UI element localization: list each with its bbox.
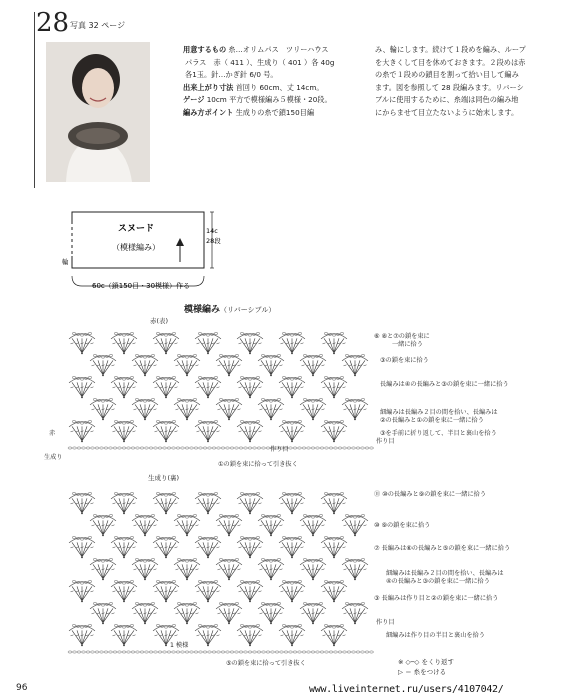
- chart-note: ③ 長編みは作り目と②の鎖を束に一緒に拾う: [374, 595, 499, 602]
- materials-line: にからませて目立たないように始末します。: [375, 107, 519, 117]
- chart-note: ③の鎖を束に拾う: [380, 357, 429, 364]
- chart-bottom-note: ⑤の鎖を束に拾って引き抜く: [226, 660, 306, 667]
- schema-height-label: 14c: [206, 227, 218, 235]
- chart-note: ⑦ 長編みは⑥の長編みと⑤の鎖を束に一緒に拾う: [374, 545, 511, 552]
- schema-bottom-label: 60c（鎖150目・30模様）作る: [92, 282, 191, 290]
- materials-left-column: [183, 44, 373, 120]
- chart-note: 細編みは長編み２目の間を拾い、長編みは: [380, 409, 498, 416]
- schema-left-tick: 輪: [62, 258, 69, 266]
- chart-note: 一緒に拾う: [392, 341, 423, 348]
- materials-line: ブルに使用するために、糸端は同色の編み地: [375, 95, 519, 105]
- side-label-red: 赤: [49, 430, 56, 437]
- materials-line: ます。図を参照して 28 段編みます。リバーシ: [375, 82, 524, 92]
- chart-note: 細編みは長編み２目の間を拾い、長編みは: [386, 570, 504, 577]
- chart-note: 細編みは作り目の半目と裏山を拾う: [386, 632, 485, 639]
- chart-note: ⑥ ⑧と⑦の鎖を束に: [374, 333, 430, 340]
- chart-note: 作り目: [376, 619, 395, 626]
- chart-note: ②の長編みと①の鎖を束に一緒に拾う: [380, 417, 484, 424]
- legend-line: ※ ◇─◇ をくり返す: [398, 658, 454, 666]
- stitch-grid: [68, 332, 374, 449]
- chart-note: ④の長編みと③の鎖を束に一緒に拾う: [386, 578, 490, 585]
- chart-note: 長編みは④の長編みと③の鎖を束に一緒に拾う: [380, 381, 509, 388]
- stitch-grid: [68, 492, 374, 653]
- materials-line: パラス 赤（ 411 ）、生成り（ 401 ）各 40g: [185, 57, 335, 67]
- pattern-number: 28: [36, 8, 70, 38]
- label-red-side: 赤(表): [150, 317, 169, 325]
- crochet-chart-natural: [48, 478, 378, 668]
- schema-subtitle: （模様編み）: [112, 243, 160, 252]
- chart-bottom-start: 作り目: [270, 446, 289, 453]
- chart-legend: [398, 657, 454, 677]
- website-watermark: www.liveinternet.ru/users/4107042/: [309, 684, 504, 695]
- materials-line: 各1玉。針…かぎ針 6/0 号。: [185, 70, 278, 80]
- chart-title: 模様編み（リバーシブル）: [184, 305, 276, 315]
- chart-bottom-note: ①の鎖を束に拾って引き抜く: [218, 461, 298, 468]
- materials-line: ゲージ 10cm 平方で模様編み５模様・20段。: [183, 95, 332, 105]
- materials-line: の糸で１段めの鎖目を割って拾い目して編み: [375, 70, 519, 80]
- page-number: 96: [16, 683, 28, 693]
- left-rule: [34, 12, 35, 188]
- materials-line: を大きくして目を休めておきます。２段めは赤: [375, 57, 526, 67]
- chart-note: ⑩ ⑨の鎖を束に拾う: [374, 522, 431, 529]
- materials-line: 出来上がり寸法 首回り 60cm、丈 14cm。: [183, 82, 324, 92]
- snood-outline: [72, 212, 204, 268]
- chart-note: 作り目: [376, 438, 395, 445]
- materials-line: 用意するもの 糸…オリムパス ツリーハウス: [183, 45, 329, 54]
- model-photo: [46, 42, 150, 182]
- materials-right-column: [375, 44, 550, 120]
- chart-note: ⑪ ⑩の長編みと⑨の鎖を束に一緒に拾う: [374, 491, 487, 498]
- legend-line: ▷ ＝ 糸をつける: [398, 668, 447, 676]
- one-pattern-label: 1 模様: [170, 642, 189, 649]
- snood-schema: [0, 200, 571, 300]
- materials-line: み、輪にします。続けて１段めを編み、ループ: [375, 45, 526, 54]
- photo-reference: 写真 32 ページ: [70, 21, 126, 30]
- model-photo-illustration: [46, 42, 150, 182]
- side-label-natural: 生成り: [44, 454, 63, 461]
- schema-title: スヌード: [118, 224, 155, 234]
- label-natural-side: 生成り(裏): [148, 474, 180, 482]
- materials-line: 編み方ポイント 生成りの糸で鎖150目編: [183, 107, 315, 117]
- schema-rows-label: 28段: [206, 237, 221, 245]
- arrow-head-icon: [176, 238, 184, 246]
- chart-note: ③を手前に折り返して、半目と裏山を拾う: [380, 430, 497, 437]
- crochet-chart-red: [48, 318, 378, 468]
